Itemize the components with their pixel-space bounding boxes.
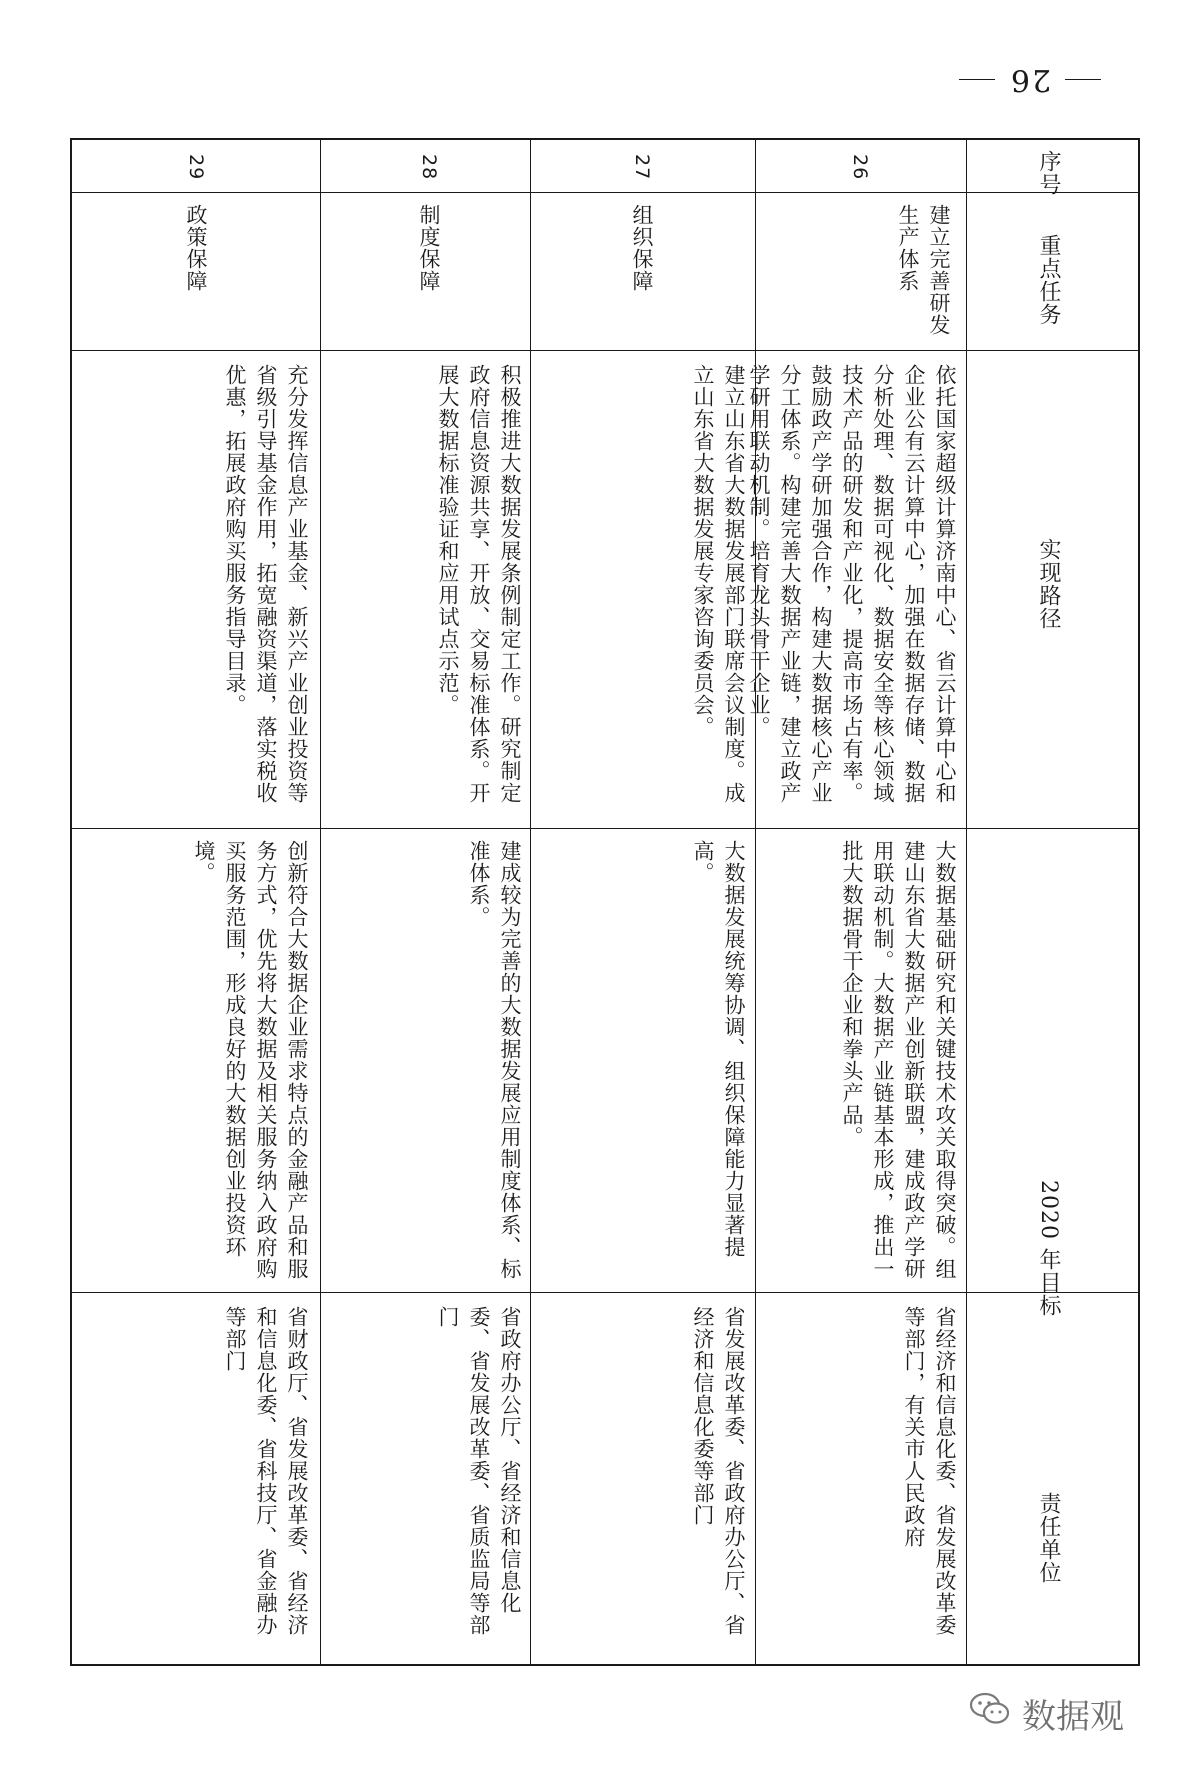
header-path: 实现路径 — [1036, 538, 1061, 630]
table-row — [530, 140, 755, 1664]
row-unit: 省政府办公厅、省经济和信息化委、省发展改革委、省质监局等部门 — [436, 1306, 522, 1636]
table-divider — [72, 350, 1140, 351]
page-number-text: 26 — [1008, 62, 1052, 98]
row-target: 创新符合大数据企业需求特点的金融产品和服务方式，优先将大数据及相关服务纳入政府购买服务范围，形成良好的大数据创业投资环境。 — [192, 840, 309, 1280]
header-task: 重点任务 — [1036, 234, 1061, 326]
row-task: 政策保障 — [184, 204, 208, 292]
row-seq: 26 — [849, 154, 871, 181]
table-row — [320, 140, 530, 1664]
row-path: 积极推进大数据发展条例制定工作。研究制定政府信息资源共享、开放、交易标准体系。开展大数据标准验证和应用试点示范。 — [436, 364, 522, 804]
row-target: 建成较为完善的大数据发展应用制度体系、标准体系。 — [467, 840, 522, 1280]
row-unit: 省发展改革委、省政府办公厅、省经济和信息化委等部门 — [691, 1306, 746, 1636]
table-divider — [72, 828, 1140, 829]
row-target: 大数据发展统筹协调、组织保障能力显著提高。 — [691, 840, 746, 1258]
header-target: 2020 年目标 — [1036, 1180, 1061, 1317]
table-row — [747, 140, 966, 1664]
page-number-dash — [1065, 80, 1101, 81]
row-unit: 省财政厅、省发展改革委、省经济和信息化委、省科技厅、省金融办等部门 — [223, 1306, 309, 1636]
task-table — [70, 138, 1140, 1666]
row-path: 依托国家超级计算济南中心、省云计算中心和企业公有云计算中心，加强在数据存储、数据分析处理、数据可视化、数据安全等核心领域技术产品的研发和产业化，提高市场占有率。鼓励政产学研加强合作，构建大数据核心产业分工体系。构建完善大数据产业链，建立政产学研用联动机制。培育龙头骨干企业。 — [747, 364, 957, 804]
header-unit: 责任单位 — [1036, 1492, 1061, 1584]
row-seq: 29 — [185, 154, 207, 181]
table-header-column — [966, 140, 1140, 1664]
page-number-dash — [959, 80, 995, 81]
row-task: 建立完善研发生产体系 — [896, 204, 951, 336]
row-seq: 27 — [631, 154, 653, 181]
row-path: 充分发挥信息产业基金、新兴产业创业投资等省级引导基金作用，拓宽融资渠道，落实税收优惠，拓展政府购买服务指导目录。 — [223, 364, 309, 804]
watermark-text: 数据观 — [1022, 1696, 1124, 1737]
wechat-icon — [968, 1690, 1012, 1737]
row-task: 制度保障 — [417, 204, 441, 292]
row-task: 组织保障 — [630, 204, 654, 292]
row-path: 建立山东省大数据发展部门联席会议制度。成立山东省大数据发展专家咨询委员会。 — [691, 364, 746, 804]
table-row — [72, 140, 320, 1664]
row-unit: 省经济和信息化委、省发展改革委等部门，有关市人民政府 — [902, 1306, 957, 1636]
page-number — [950, 60, 1110, 100]
header-seq: 序号 — [1036, 150, 1061, 196]
table-divider — [72, 192, 1140, 193]
table-divider — [72, 1292, 1140, 1293]
watermark — [968, 1690, 1124, 1736]
row-seq: 28 — [418, 154, 440, 181]
row-target: 大数据基础研究和关键技术攻关取得突破。组建山东省大数据产业创新联盟，建成政产学研用联动机制。大数据产业链基本形成，推出一批大数据骨干企业和拳头产品。 — [840, 840, 957, 1280]
